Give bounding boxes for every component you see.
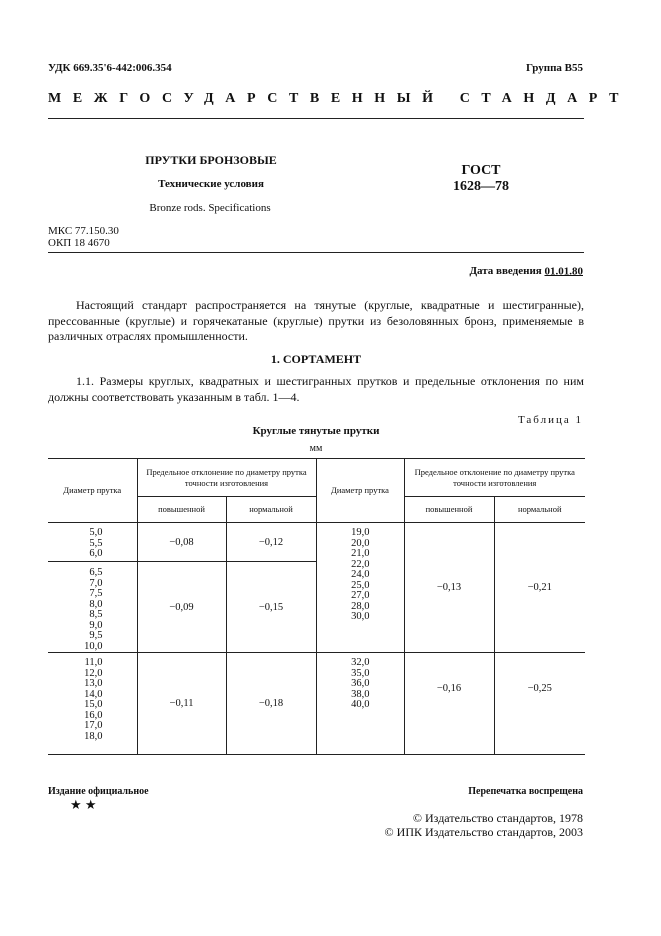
- header-increased-left: повышенной: [137, 497, 226, 523]
- english-title: Bronze rods. Specifications: [149, 202, 271, 214]
- header-deviation-left: Предельное отклонение по диаметру прутка точности изготовления: [137, 459, 316, 497]
- standard-type: МЕЖГОСУДАРСТВЕННЫЙ СТАНДАРТ: [48, 91, 631, 106]
- mks-code: МКС 77.150.30: [48, 225, 119, 237]
- table-unit: мм: [309, 443, 323, 454]
- udk-code: УДК 669.35'6-442:006.354: [48, 62, 172, 74]
- table-cell-normal: −0,18: [226, 653, 316, 755]
- classification-codes: [48, 225, 119, 249]
- table-cell-diameters: 32,0 35,0 36,0 38,0 40,0: [316, 653, 404, 755]
- table-cell-normal: −0,25: [527, 683, 552, 694]
- intro-paragraph: Настоящий стандарт распространяется на тянутые (круглые, квадратные и шестигранные), прессованные (круглые) и горячекатаные (круглые) прутки из безоловянных бронз, применяемые в различных отраслях промышленности.: [48, 298, 584, 343]
- clause-1-1: 1.1. Размеры круглых, квадратных и шестигранных прутков и предельные отклонения по ним должны соответствовать указанным в табл. 1—4.: [48, 374, 584, 404]
- header-diameter-left: Диаметр прутка: [48, 459, 137, 523]
- table-label: Таблица 1: [517, 414, 583, 426]
- official-edition: Издание официальное: [48, 786, 149, 797]
- table-cell-diameters: 6,5 7,0 7,5 8,0 8,5 9,0 9,5 10,0: [48, 562, 137, 653]
- header-normal-right: нормальной: [494, 497, 585, 523]
- header-divider: [48, 118, 584, 119]
- stars-mark: ★ ★: [70, 797, 97, 812]
- rods-table: [48, 458, 585, 755]
- table-cell-increased: −0,09: [137, 562, 226, 653]
- intro-date-value: 01.01.80: [544, 265, 583, 278]
- section-title: 1. СОРТАМЕНТ: [270, 352, 362, 366]
- table-cell-diameters: 19,0 20,0 21,0 22,0 24,0 25,0 27,0 28,0 30,0: [316, 523, 404, 653]
- header-increased-right: повышенной: [404, 497, 494, 523]
- table-title: Круглые тянутые прутки: [252, 425, 380, 437]
- copyright-2003: © ИПК Издательство стандартов, 2003: [384, 825, 583, 839]
- table-cell-increased: −0,08: [137, 523, 226, 562]
- table-cell-diameters: 5,0 5,5 6,0: [48, 523, 137, 562]
- intro-date: [469, 265, 583, 277]
- title-divider: [48, 252, 584, 253]
- gost-label: ГОСТ: [461, 163, 501, 178]
- table-cell-increased: −0,16: [404, 653, 494, 755]
- table-cell-increased: −0,13: [404, 523, 494, 653]
- gost-designation: [436, 163, 526, 195]
- table-cell-normal: −0,12: [226, 523, 316, 562]
- header-deviation-right: Предельное отклонение по диаметру прутка точности изготовления: [404, 459, 585, 497]
- header-diameter-right: Диаметр прутка: [316, 459, 404, 523]
- header-normal-left: нормальной: [226, 497, 316, 523]
- table-cell-increased: −0,11: [137, 653, 226, 755]
- document-title: ПРУТКИ БРОНЗОВЫЕ: [145, 153, 277, 167]
- intro-date-label: Дата введения: [469, 265, 542, 277]
- table-cell-normal: −0,15: [226, 562, 316, 653]
- group-code: Группа B55: [525, 62, 583, 74]
- table-cell-normal: −0,21: [494, 523, 585, 653]
- okp-code: ОКП 18 4670: [48, 237, 110, 249]
- reprint-prohibited: Перепечатка воспрещена: [468, 786, 583, 797]
- table-cell-diameters: 11,0 12,0 13,0 14,0 15,0 16,0 17,0 18,0: [48, 653, 137, 755]
- gost-number: 1628—78: [453, 179, 509, 194]
- copyright-1978: © Издательство стандартов, 1978: [412, 811, 583, 825]
- document-subtitle: Технические условия: [158, 178, 264, 190]
